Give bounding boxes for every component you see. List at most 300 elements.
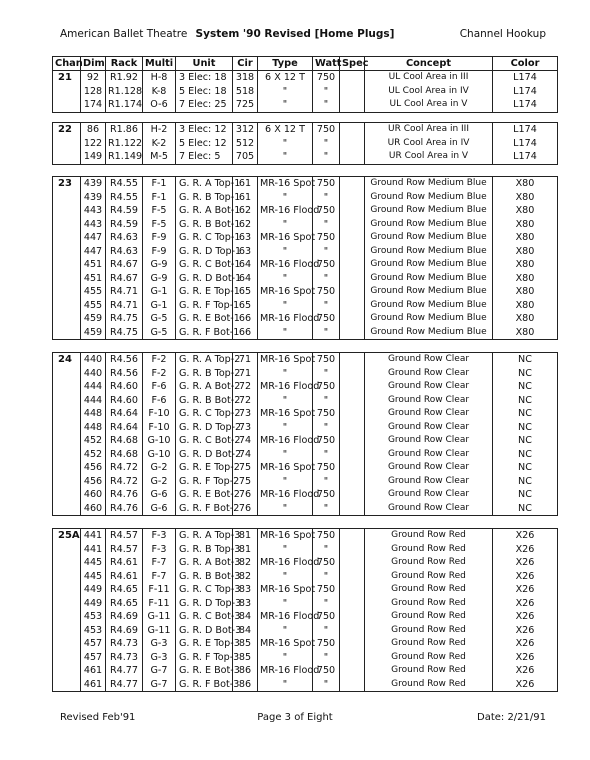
dim-cell: 92 [81, 71, 106, 85]
rack-cell: R4.60 [106, 394, 143, 408]
rack-cell: R4.77 [106, 664, 143, 678]
watt-cell: " [313, 245, 340, 259]
column-header-chan: Chan [53, 57, 81, 71]
watt-cell: 750 [313, 610, 340, 624]
chan-cell [53, 150, 81, 164]
color-cell: NC [493, 488, 558, 502]
color-cell: X26 [493, 678, 558, 692]
type-cell: MR-16 Spot [258, 177, 313, 191]
spec-cell [340, 204, 365, 218]
table-row [53, 191, 558, 205]
cir-cell: 65 [233, 285, 258, 299]
unit-cell: G. R. F Top-1 [176, 299, 233, 313]
rack-cell: R4.68 [106, 448, 143, 462]
unit-cell: G. R. C Top-1 [176, 231, 233, 245]
chan-cell: 21 [53, 71, 81, 85]
rack-cell: R4.76 [106, 502, 143, 516]
type-cell: " [258, 218, 313, 232]
multi-cell: G-9 [143, 258, 176, 272]
spec-cell [340, 367, 365, 381]
concept-cell: Ground Row Red [365, 637, 493, 651]
cir-cell: 82 [233, 556, 258, 570]
table-row [53, 678, 558, 692]
dim-cell: 453 [81, 610, 106, 624]
table-row [53, 312, 558, 326]
spec-cell [340, 137, 365, 151]
cir-cell: 81 [233, 529, 258, 543]
spec-cell [340, 664, 365, 678]
unit-cell: G. R. E Top-1 [176, 285, 233, 299]
chan-cell [53, 245, 81, 259]
color-cell: L174 [493, 98, 558, 112]
multi-cell: G-6 [143, 502, 176, 516]
multi-cell: G-10 [143, 434, 176, 448]
column-header-watt: Watt [313, 57, 340, 71]
dim-cell: 459 [81, 312, 106, 326]
table-row [53, 421, 558, 435]
spec-cell [340, 570, 365, 584]
table-row [53, 367, 558, 381]
cir-cell: 85 [233, 637, 258, 651]
multi-cell: F-9 [143, 231, 176, 245]
unit-cell: 7 Elec: 25 [176, 98, 233, 112]
type-cell: " [258, 597, 313, 611]
type-cell: MR-16 Flood [258, 380, 313, 394]
cir-cell: 518 [233, 85, 258, 99]
cir-cell: 63 [233, 231, 258, 245]
table-row [53, 150, 558, 164]
type-cell: " [258, 394, 313, 408]
rack-cell: R4.56 [106, 367, 143, 381]
chan-cell [53, 85, 81, 99]
multi-cell: O-6 [143, 98, 176, 112]
watt-cell: 750 [313, 664, 340, 678]
watt-cell: " [313, 367, 340, 381]
table-row [53, 664, 558, 678]
type-cell: 6 X 12 T [258, 123, 313, 137]
cir-cell: 75 [233, 461, 258, 475]
multi-cell: G-7 [143, 678, 176, 692]
chan-cell [53, 637, 81, 651]
dim-cell: 443 [81, 204, 106, 218]
color-cell: NC [493, 434, 558, 448]
channel-group-table [52, 70, 558, 113]
rack-cell: R4.55 [106, 191, 143, 205]
spec-cell [340, 678, 365, 692]
type-cell: " [258, 570, 313, 584]
page-number: Page 3 of Eight [257, 712, 333, 723]
table-row [53, 98, 558, 112]
spec-cell [340, 231, 365, 245]
spec-cell [340, 85, 365, 99]
concept-cell: Ground Row Medium Blue [365, 258, 493, 272]
multi-cell: G-11 [143, 610, 176, 624]
multi-cell: M-5 [143, 150, 176, 164]
unit-cell: G. R. F Bot-1 [176, 326, 233, 340]
table-row [53, 461, 558, 475]
multi-cell: F-10 [143, 421, 176, 435]
type-cell: " [258, 245, 313, 259]
multi-cell: G-3 [143, 637, 176, 651]
table-row [53, 353, 558, 367]
chan-cell [53, 651, 81, 665]
unit-cell: G. R. C Top-3 [176, 583, 233, 597]
spec-cell [340, 556, 365, 570]
chan-cell: 22 [53, 123, 81, 137]
type-cell: MR-16 Spot [258, 407, 313, 421]
color-cell: L174 [493, 85, 558, 99]
color-cell: NC [493, 353, 558, 367]
cir-cell: 66 [233, 326, 258, 340]
spec-cell [340, 123, 365, 137]
cir-cell: 72 [233, 380, 258, 394]
color-cell: X80 [493, 312, 558, 326]
color-cell: X80 [493, 204, 558, 218]
spec-cell [340, 475, 365, 489]
unit-cell: G. R. B Top-3 [176, 543, 233, 557]
spec-cell [340, 285, 365, 299]
chan-cell [53, 475, 81, 489]
spec-cell [340, 543, 365, 557]
unit-cell: G. R. F Top-3 [176, 651, 233, 665]
cir-cell: 86 [233, 678, 258, 692]
unit-cell: 3 Elec: 12 [176, 123, 233, 137]
watt-cell: 750 [313, 637, 340, 651]
concept-cell: Ground Row Red [365, 529, 493, 543]
color-cell: X26 [493, 610, 558, 624]
header-company: American Ballet Theatre [60, 28, 188, 40]
dim-cell: 443 [81, 218, 106, 232]
color-cell: X26 [493, 570, 558, 584]
unit-cell: 3 Elec: 18 [176, 71, 233, 85]
rack-cell: R4.69 [106, 624, 143, 638]
watt-cell: 750 [313, 258, 340, 272]
rack-cell: R4.69 [106, 610, 143, 624]
multi-cell: G-5 [143, 312, 176, 326]
type-cell: MR-16 Spot [258, 231, 313, 245]
column-header-multi: Multi [143, 57, 176, 71]
color-cell: X26 [493, 637, 558, 651]
column-header-concept: Concept [365, 57, 493, 71]
cir-cell: 725 [233, 98, 258, 112]
type-cell: 6 X 12 T [258, 71, 313, 85]
chan-cell [53, 664, 81, 678]
dim-cell: 452 [81, 448, 106, 462]
dim-cell: 444 [81, 394, 106, 408]
cir-cell: 83 [233, 597, 258, 611]
cir-cell: 76 [233, 488, 258, 502]
concept-cell: Ground Row Clear [365, 407, 493, 421]
multi-cell: G-3 [143, 651, 176, 665]
type-cell: " [258, 502, 313, 516]
spec-cell [340, 312, 365, 326]
spec-cell [340, 597, 365, 611]
type-cell: " [258, 150, 313, 164]
type-cell: " [258, 421, 313, 435]
chan-cell [53, 258, 81, 272]
spec-cell [340, 529, 365, 543]
type-cell: " [258, 85, 313, 99]
type-cell: " [258, 326, 313, 340]
spec-cell [340, 651, 365, 665]
type-cell: MR-16 Flood [258, 556, 313, 570]
color-cell: L174 [493, 137, 558, 151]
spec-cell [340, 299, 365, 313]
color-cell: X26 [493, 651, 558, 665]
spec-cell [340, 407, 365, 421]
rack-cell: R4.59 [106, 204, 143, 218]
unit-cell: G. R. A Top-1 [176, 177, 233, 191]
type-cell: " [258, 299, 313, 313]
rack-cell: R4.71 [106, 285, 143, 299]
table-row [53, 177, 558, 191]
cir-cell: 512 [233, 137, 258, 151]
watt-cell: " [313, 98, 340, 112]
cir-cell: 66 [233, 312, 258, 326]
table-row [53, 204, 558, 218]
cir-cell: 62 [233, 204, 258, 218]
watt-cell: " [313, 651, 340, 665]
rack-cell: R4.55 [106, 177, 143, 191]
unit-cell: G. R. E Bot-1 [176, 312, 233, 326]
rack-cell: R4.72 [106, 475, 143, 489]
concept-cell: UL Cool Area in IV [365, 85, 493, 99]
cir-cell: 73 [233, 407, 258, 421]
multi-cell: F-7 [143, 570, 176, 584]
multi-cell: H-8 [143, 71, 176, 85]
table-row [53, 610, 558, 624]
color-cell: X26 [493, 664, 558, 678]
rack-cell: R1.128 [106, 85, 143, 99]
color-cell: X26 [493, 583, 558, 597]
spec-cell [340, 502, 365, 516]
chan-cell [53, 326, 81, 340]
column-header-unit: Unit [176, 57, 233, 71]
table-row [53, 556, 558, 570]
spec-cell [340, 326, 365, 340]
concept-cell: Ground Row Medium Blue [365, 272, 493, 286]
rack-cell: R1.149 [106, 150, 143, 164]
watt-cell: " [313, 137, 340, 151]
concept-cell: Ground Row Red [365, 610, 493, 624]
chan-cell [53, 285, 81, 299]
spec-cell [340, 394, 365, 408]
rack-cell: R4.72 [106, 461, 143, 475]
dim-cell: 456 [81, 461, 106, 475]
concept-cell: UR Cool Area in IV [365, 137, 493, 151]
table-row [53, 583, 558, 597]
table-row [53, 543, 558, 557]
type-cell: MR-16 Flood [258, 312, 313, 326]
column-header-type: Type [258, 57, 313, 71]
dim-cell: 451 [81, 258, 106, 272]
table-row [53, 637, 558, 651]
header-report-type: Channel Hookup [459, 28, 546, 40]
cir-cell: 63 [233, 245, 258, 259]
cir-cell: 318 [233, 71, 258, 85]
dim-cell: 441 [81, 529, 106, 543]
color-cell: X80 [493, 272, 558, 286]
color-cell: X80 [493, 258, 558, 272]
concept-cell: Ground Row Red [365, 678, 493, 692]
multi-cell: F-3 [143, 529, 176, 543]
type-cell: MR-16 Spot [258, 461, 313, 475]
rack-cell: R4.63 [106, 231, 143, 245]
dim-cell: 128 [81, 85, 106, 99]
watt-cell: 750 [313, 407, 340, 421]
concept-cell: Ground Row Red [365, 624, 493, 638]
spec-cell [340, 421, 365, 435]
unit-cell: G. R. C Bot-2 [176, 434, 233, 448]
color-cell: X80 [493, 326, 558, 340]
color-cell: NC [493, 407, 558, 421]
rack-cell: R4.60 [106, 380, 143, 394]
watt-cell: " [313, 299, 340, 313]
type-cell: MR-16 Flood [258, 258, 313, 272]
color-cell: NC [493, 475, 558, 489]
type-cell: " [258, 367, 313, 381]
dim-cell: 459 [81, 326, 106, 340]
table-row [53, 488, 558, 502]
dim-cell: 447 [81, 245, 106, 259]
chan-cell [53, 610, 81, 624]
concept-cell: UL Cool Area in III [365, 71, 493, 85]
watt-cell: " [313, 475, 340, 489]
concept-cell: Ground Row Medium Blue [365, 204, 493, 218]
chan-cell [53, 394, 81, 408]
rack-cell: R4.65 [106, 583, 143, 597]
chan-cell [53, 583, 81, 597]
table-row [53, 258, 558, 272]
spec-cell [340, 191, 365, 205]
table-row [53, 285, 558, 299]
type-cell: MR-16 Flood [258, 488, 313, 502]
chan-cell [53, 204, 81, 218]
concept-cell: Ground Row Medium Blue [365, 177, 493, 191]
concept-cell: Ground Row Clear [365, 380, 493, 394]
unit-cell: G. R. A Top-3 [176, 529, 233, 543]
type-cell: MR-16 Flood [258, 434, 313, 448]
dim-cell: 455 [81, 299, 106, 313]
column-header-spec: Spec [340, 57, 365, 71]
chan-cell [53, 461, 81, 475]
concept-cell: Ground Row Clear [365, 434, 493, 448]
unit-cell: G. R. D Bot-1 [176, 272, 233, 286]
spec-cell [340, 488, 365, 502]
color-cell: NC [493, 461, 558, 475]
spec-cell [340, 461, 365, 475]
rack-cell: R4.61 [106, 570, 143, 584]
chan-cell [53, 421, 81, 435]
multi-cell: F-6 [143, 380, 176, 394]
multi-cell: F-1 [143, 177, 176, 191]
unit-cell: G. R. E Bot-2 [176, 488, 233, 502]
table-row [53, 475, 558, 489]
spec-cell [340, 150, 365, 164]
spec-cell [340, 380, 365, 394]
type-cell: MR-16 Flood [258, 610, 313, 624]
dim-cell: 439 [81, 191, 106, 205]
unit-cell: G. R. F Bot-3 [176, 678, 233, 692]
color-cell: NC [493, 367, 558, 381]
rack-cell: R4.73 [106, 637, 143, 651]
multi-cell: K-8 [143, 85, 176, 99]
chan-cell [53, 367, 81, 381]
concept-cell: Ground Row Medium Blue [365, 285, 493, 299]
type-cell: " [258, 651, 313, 665]
watt-cell: " [313, 570, 340, 584]
watt-cell: " [313, 624, 340, 638]
rack-cell: R4.75 [106, 326, 143, 340]
watt-cell: 750 [313, 583, 340, 597]
cir-cell: 61 [233, 177, 258, 191]
cir-cell: 72 [233, 394, 258, 408]
spec-cell [340, 245, 365, 259]
multi-cell: F-7 [143, 556, 176, 570]
dim-cell: 457 [81, 637, 106, 651]
watt-cell: 750 [313, 434, 340, 448]
cir-cell: 83 [233, 583, 258, 597]
multi-cell: G-11 [143, 624, 176, 638]
dim-cell: 174 [81, 98, 106, 112]
column-header-dim: Dim [81, 57, 106, 71]
footer-date: Date: 2/21/91 [477, 712, 546, 723]
multi-cell: G-5 [143, 326, 176, 340]
spec-cell [340, 434, 365, 448]
concept-cell: Ground Row Medium Blue [365, 191, 493, 205]
type-cell: " [258, 678, 313, 692]
dim-cell: 440 [81, 353, 106, 367]
chan-cell [53, 380, 81, 394]
rack-cell: R4.57 [106, 529, 143, 543]
spec-cell [340, 610, 365, 624]
concept-cell: Ground Row Clear [365, 421, 493, 435]
color-cell: X80 [493, 299, 558, 313]
rack-cell: R4.68 [106, 434, 143, 448]
watt-cell: 750 [313, 71, 340, 85]
unit-cell: G. R. B Bot-2 [176, 394, 233, 408]
column-header-color: Color [493, 57, 558, 71]
spec-cell [340, 98, 365, 112]
unit-cell: G. R. F Top-2 [176, 475, 233, 489]
watt-cell: " [313, 597, 340, 611]
type-cell: MR-16 Spot [258, 285, 313, 299]
color-cell: NC [493, 380, 558, 394]
rack-cell: R4.77 [106, 678, 143, 692]
cir-cell: 74 [233, 434, 258, 448]
multi-cell: G-7 [143, 664, 176, 678]
unit-cell: 5 Elec: 12 [176, 137, 233, 151]
table-row [53, 407, 558, 421]
multi-cell: F-2 [143, 367, 176, 381]
dim-cell: 441 [81, 543, 106, 557]
watt-cell: " [313, 218, 340, 232]
dim-cell: 455 [81, 285, 106, 299]
color-cell: X80 [493, 245, 558, 259]
watt-cell: " [313, 448, 340, 462]
dim-cell: 86 [81, 123, 106, 137]
chan-cell [53, 137, 81, 151]
spec-cell [340, 637, 365, 651]
table-row [53, 71, 558, 85]
cir-cell: 71 [233, 367, 258, 381]
concept-cell: UL Cool Area in V [365, 98, 493, 112]
chan-cell [53, 488, 81, 502]
chan-cell [53, 218, 81, 232]
dim-cell: 461 [81, 678, 106, 692]
spec-cell [340, 583, 365, 597]
dim-cell: 149 [81, 150, 106, 164]
